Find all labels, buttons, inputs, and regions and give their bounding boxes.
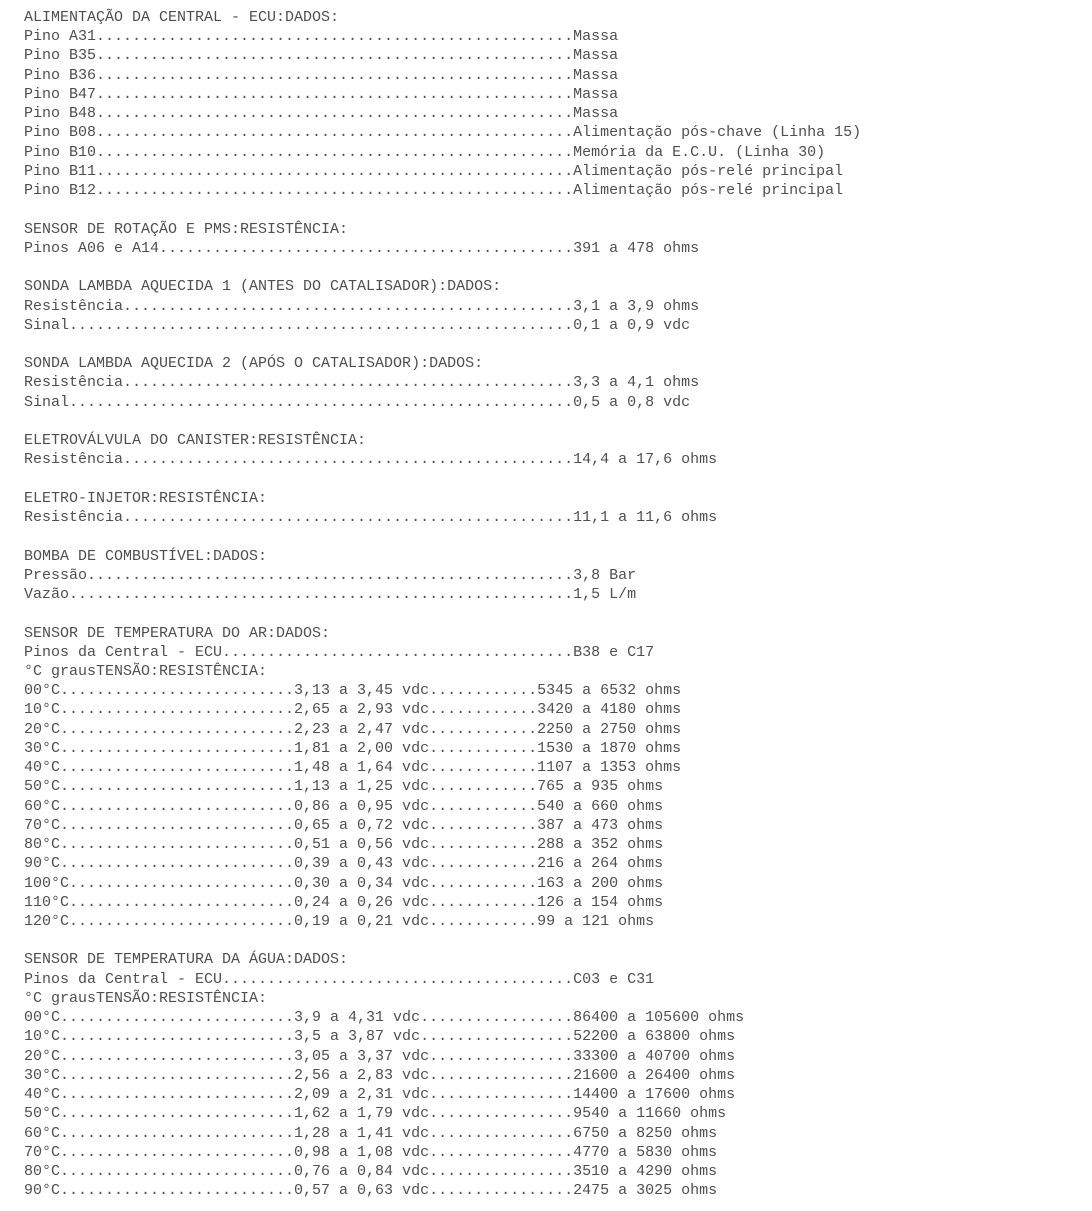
spec-row: Pino B48.....................................................Massa [24, 105, 619, 123]
table-row: 60°C..........................0,86 a 0,95 vdc............540 a 660 ohms [24, 797, 664, 815]
table-row: 90°C..........................0,39 a 0,43 vdc............216 a 264 ohms [24, 855, 664, 873]
table-row: 80°C..........................0,51 a 0,56 vdc............288 a 352 ohms [24, 836, 664, 854]
spec-row: Pino B08.....................................................Alimentação pós-chave (Linha 15) [24, 124, 862, 142]
table-row: 40°C..........................1,48 a 1,64 vdc............1107 a 1353 ohms [24, 759, 682, 777]
section-heading: SONDA LAMBDA AQUECIDA 2 (APÓS O CATALISADOR):DADOS: [24, 355, 484, 373]
section [24, 489, 1092, 527]
table-row: 70°C..........................0,98 a 1,08 vdc................4770 a 5830 ohms [24, 1143, 718, 1161]
spec-row: Resistência..................................................3,1 a 3,9 ohms [24, 297, 700, 315]
table-row: 110°C.........................0,24 a 0,26 vdc............126 a 154 ohms [24, 893, 664, 911]
spec-row: Resistência..................................................14,4 a 17,6 ohms [24, 451, 718, 469]
section-heading: SENSOR DE TEMPERATURA DO AR:DADOS: [24, 624, 331, 642]
spec-row: Pino B10.....................................................Memória da E.C.U. (Linha 30) [24, 143, 826, 161]
section-heading: ELETROVÁLVULA DO CANISTER:RESISTÊNCIA: [24, 432, 367, 450]
section [24, 8, 1092, 200]
section-heading: ELETRO-INJETOR:RESISTÊNCIA: [24, 489, 268, 507]
table-row: 100°C.........................0,30 a 0,34 vdc............163 a 200 ohms [24, 874, 664, 892]
spec-row: Pinos A06 e A14..............................................391 a 478 ohms [24, 239, 700, 257]
table-row: 10°C..........................2,65 a 2,93 vdc............3420 a 4180 ohms [24, 701, 682, 719]
spec-row: Pino A31.....................................................Massa [24, 28, 619, 46]
section [24, 950, 1092, 1200]
table-row: 120°C.........................0,19 a 0,21 vdc............99 a 121 ohms [24, 913, 655, 931]
table-row: 30°C..........................1,81 a 2,00 vdc............1530 a 1870 ohms [24, 739, 682, 757]
spec-row: Pino B12.....................................................Alimentação pós-relé principal [24, 182, 844, 200]
spec-row: Pino B35.....................................................Massa [24, 47, 619, 65]
table-row: 00°C..........................3,9 a 4,31 vdc.................86400 a 105600 ohms [24, 1009, 745, 1027]
table-row: 90°C..........................0,57 a 0,63 vdc................2475 a 3025 ohms [24, 1182, 718, 1200]
spec-row: Resistência..................................................11,1 a 11,6 ohms [24, 509, 718, 527]
spec-row: Pino B47.....................................................Massa [24, 85, 619, 103]
table-row: 40°C..........................2,09 a 2,31 vdc................14400 a 17600 ohms [24, 1086, 736, 1104]
table-subheading: °C grausTENSÃO:RESISTÊNCIA: [24, 662, 268, 680]
table-row: 60°C..........................1,28 a 1,41 vdc................6750 a 8250 ohms [24, 1124, 718, 1142]
table-row: 70°C..........................0,65 a 0,72 vdc............387 a 473 ohms [24, 816, 664, 834]
spec-row: Pino B36.....................................................Massa [24, 66, 619, 84]
section-heading: SENSOR DE ROTAÇÃO E PMS:RESISTÊNCIA: [24, 220, 349, 238]
section [24, 624, 1092, 932]
section [24, 220, 1092, 258]
table-row: 30°C..........................2,56 a 2,83 vdc................21600 a 26400 ohms [24, 1066, 736, 1084]
table-row: 80°C..........................0,76 a 0,84 vdc................3510 a 4290 ohms [24, 1163, 718, 1181]
table-row: 00°C..........................3,13 a 3,45 vdc............5345 a 6532 ohms [24, 682, 682, 700]
spec-row: Pinos da Central - ECU.......................................C03 e C31 [24, 970, 655, 988]
spec-row: Vazão........................................................1,5 L/m [24, 586, 637, 604]
table-row: 20°C..........................2,23 a 2,47 vdc............2250 a 2750 ohms [24, 720, 682, 738]
spec-row: Sinal........................................................0,1 a 0,9 vdc [24, 316, 691, 334]
section [24, 354, 1092, 412]
table-row: 20°C..........................3,05 a 3,37 vdc................33300 a 40700 ohms [24, 1047, 736, 1065]
section [24, 431, 1092, 469]
section-heading: ALIMENTAÇÃO DA CENTRAL - ECU:DADOS: [24, 9, 340, 26]
section [24, 547, 1092, 605]
spec-row: Sinal........................................................0,5 a 0,8 vdc [24, 393, 691, 411]
table-row: 10°C..........................3,5 a 3,87 vdc.................52200 a 63800 ohms [24, 1028, 736, 1046]
spec-row: Pinos da Central - ECU.......................................B38 e C17 [24, 643, 655, 661]
table-row: 50°C..........................1,62 a 1,79 vdc................9540 a 11660 ohms [24, 1105, 727, 1123]
spec-row: Resistência..................................................3,3 a 4,1 ohms [24, 374, 700, 392]
section-heading: BOMBA DE COMBUSTÍVEL:DADOS: [24, 547, 268, 565]
spec-row: Pressão......................................................3,8 Bar [24, 566, 637, 584]
spec-row: Pino B11.....................................................Alimentação pós-relé principal [24, 162, 844, 180]
table-subheading: °C grausTENSÃO:RESISTÊNCIA: [24, 989, 268, 1007]
section [24, 277, 1092, 335]
table-row: 50°C..........................1,13 a 1,25 vdc............765 a 935 ohms [24, 778, 664, 796]
section-heading: SONDA LAMBDA AQUECIDA 1 (ANTES DO CATALISADOR):DADOS: [24, 278, 502, 296]
section-heading: SENSOR DE TEMPERATURA DA ÁGUA:DADOS: [24, 951, 349, 969]
